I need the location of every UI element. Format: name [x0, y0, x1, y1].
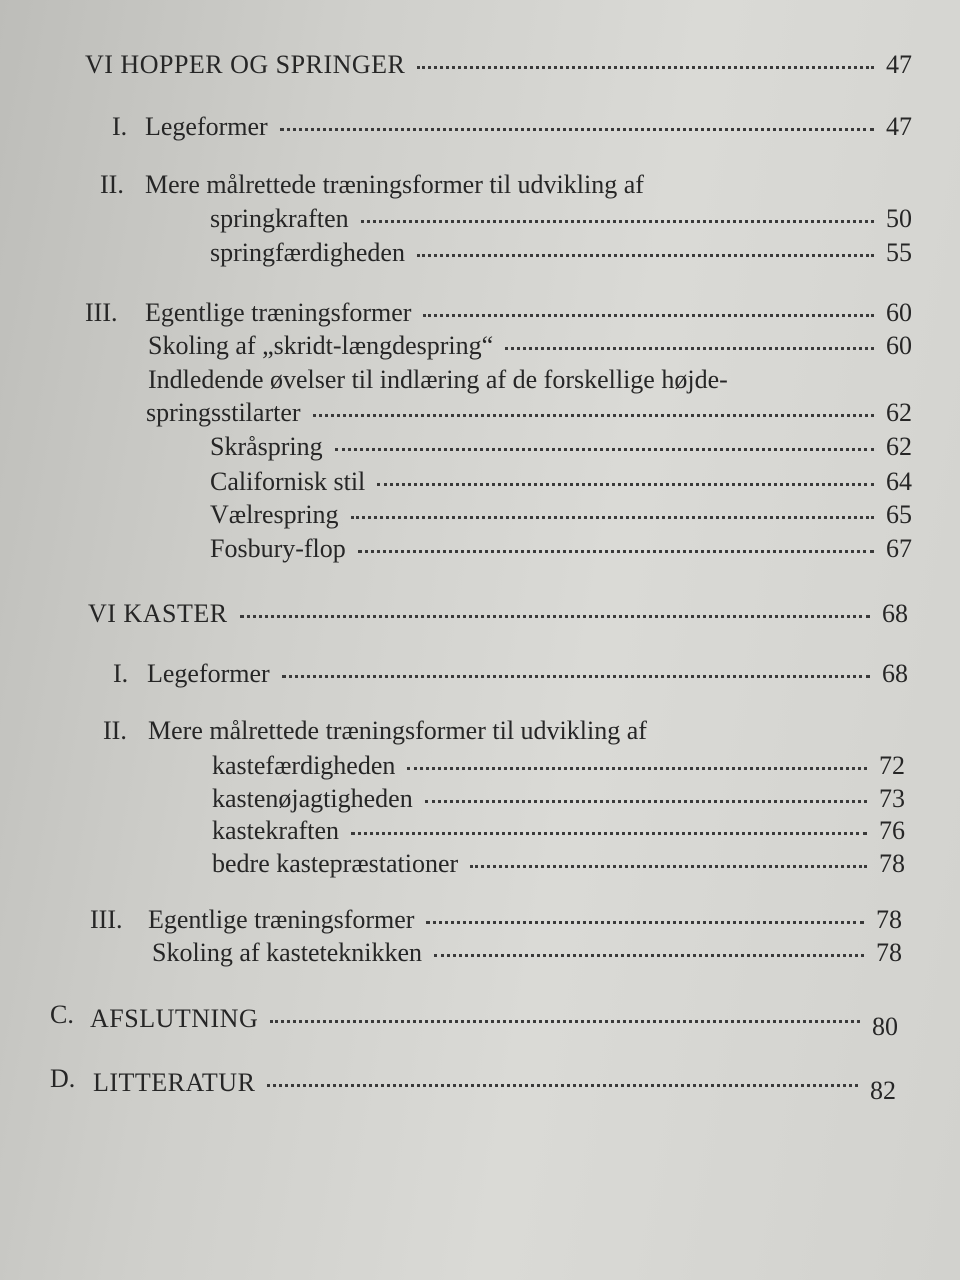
- toc-entry-title: Mere målrettede træningsformer til udvikling af: [148, 716, 647, 745]
- toc-entry-title: Californisk stil: [210, 467, 366, 496]
- toc-entry: [90, 1004, 898, 1041]
- toc-entry-title: kastenøjagtigheden: [212, 784, 413, 813]
- toc-entry-numeral: III.: [90, 905, 123, 934]
- toc-entry-title: kastekraften: [212, 816, 340, 845]
- dot-leader: [280, 128, 874, 131]
- toc-entry-title: Legeformer: [147, 659, 270, 688]
- toc-entry-page: 78: [876, 905, 902, 934]
- toc-entry-title: Skoling af kasteteknikken: [152, 938, 423, 967]
- dot-leader: [425, 800, 867, 803]
- toc-entry: [88, 599, 908, 631]
- toc-entry: [210, 467, 912, 499]
- toc-entry: [210, 238, 912, 270]
- toc-entry-title: Fosbury-flop: [210, 534, 346, 563]
- toc-entry-page: 72: [879, 751, 905, 780]
- toc-entry-title: AFSLUTNING: [90, 1004, 259, 1033]
- toc-entry-numeral: I.: [112, 112, 128, 141]
- toc-entry-page: 47: [886, 112, 912, 141]
- toc-entry-page: 78: [876, 938, 902, 967]
- toc-entry: [212, 816, 905, 848]
- toc-entry: [93, 1068, 896, 1105]
- dot-leader: [282, 675, 870, 678]
- toc-entry: [210, 534, 912, 566]
- toc-entry-page: 62: [886, 398, 912, 427]
- toc-entry: [152, 938, 902, 970]
- toc-entry: [212, 751, 905, 783]
- toc-entry-page: 50: [886, 204, 912, 233]
- toc-entry: [148, 331, 912, 363]
- toc-entry-title: VI HOPPER OG SPRINGER: [85, 50, 406, 79]
- dot-leader: [505, 347, 874, 350]
- toc-entry-page: 76: [879, 816, 905, 845]
- toc-entry-page: 68: [882, 659, 908, 688]
- dot-leader: [426, 921, 864, 924]
- toc-entry-title: Mere målrettede træningsformer til udvikling af: [145, 170, 644, 199]
- dot-leader: [351, 516, 874, 519]
- toc-entry: [148, 365, 728, 397]
- toc-entry-numeral: D.: [50, 1064, 76, 1093]
- toc-entry: [148, 905, 902, 937]
- toc-entry-numeral: C.: [50, 1000, 74, 1029]
- toc-entry-title: Egentlige træningsformer: [148, 905, 415, 934]
- toc-entry-title: Indledende øvelser til indlæring af de forskellige højde-: [148, 365, 728, 394]
- toc-entry-title: springsstilarter: [146, 398, 301, 427]
- toc-entry-page: 80: [872, 1012, 898, 1041]
- toc-entry-title: springkraften: [210, 204, 349, 233]
- toc-entry-title: Vælrespring: [210, 500, 339, 529]
- dot-leader: [417, 254, 874, 257]
- toc-entry-title: kastefærdigheden: [212, 751, 396, 780]
- toc-entry: [210, 204, 912, 236]
- toc-entry-page: 64: [886, 467, 912, 496]
- toc-entry: [212, 784, 905, 816]
- toc-entry-page: 65: [886, 500, 912, 529]
- dot-leader: [313, 414, 874, 417]
- toc-entry-page: 62: [886, 432, 912, 461]
- toc-entry-title: Egentlige træningsformer: [145, 298, 412, 327]
- toc-entry-page: 60: [886, 331, 912, 360]
- toc-entry-title: Skråspring: [210, 432, 323, 461]
- toc-entry-numeral: I.: [113, 659, 129, 688]
- dot-leader: [377, 483, 874, 486]
- toc-entry-title: Legeformer: [145, 112, 268, 141]
- toc-entry: [145, 170, 644, 202]
- dot-leader: [407, 767, 867, 770]
- toc-entry: [145, 112, 912, 144]
- toc-entry: [146, 398, 912, 430]
- toc-entry-page: 47: [886, 50, 912, 79]
- dot-leader: [267, 1084, 858, 1087]
- toc-entry-title: LITTERATUR: [93, 1068, 256, 1097]
- toc-entry-title: bedre kastepræstationer: [212, 849, 459, 878]
- toc-entry-page: 68: [882, 599, 908, 628]
- toc-entry-title: VI KASTER: [88, 599, 228, 628]
- toc-entry-page: 55: [886, 238, 912, 267]
- toc-entry: [147, 659, 908, 691]
- toc-entry-numeral: III.: [85, 298, 118, 327]
- dot-leader: [335, 448, 874, 451]
- toc-entry-page: 78: [879, 849, 905, 878]
- toc-entry-title: springfærdigheden: [210, 238, 405, 267]
- toc-entry-page: 82: [870, 1076, 896, 1105]
- dot-leader: [358, 550, 874, 553]
- toc-entry: [85, 50, 912, 82]
- dot-leader: [351, 832, 867, 835]
- dot-leader: [470, 865, 867, 868]
- toc-entry-page: 60: [886, 298, 912, 327]
- toc-entry: [210, 500, 912, 532]
- toc-entry: [145, 298, 912, 330]
- dot-leader: [434, 954, 864, 957]
- toc-entry-title: Skoling af „skridt-længdespring“: [148, 331, 494, 360]
- toc-entry-numeral: II.: [103, 716, 127, 745]
- dot-leader: [270, 1020, 860, 1023]
- dot-leader: [361, 220, 874, 223]
- toc-entry: [210, 432, 912, 464]
- toc-entry-page: 73: [879, 784, 905, 813]
- dot-leader: [240, 615, 870, 618]
- toc-entry: [148, 716, 647, 748]
- toc-entry: [212, 849, 905, 881]
- toc-entry-numeral: II.: [100, 170, 124, 199]
- toc-entry-page: 67: [886, 534, 912, 563]
- dot-leader: [417, 66, 874, 69]
- dot-leader: [423, 314, 874, 317]
